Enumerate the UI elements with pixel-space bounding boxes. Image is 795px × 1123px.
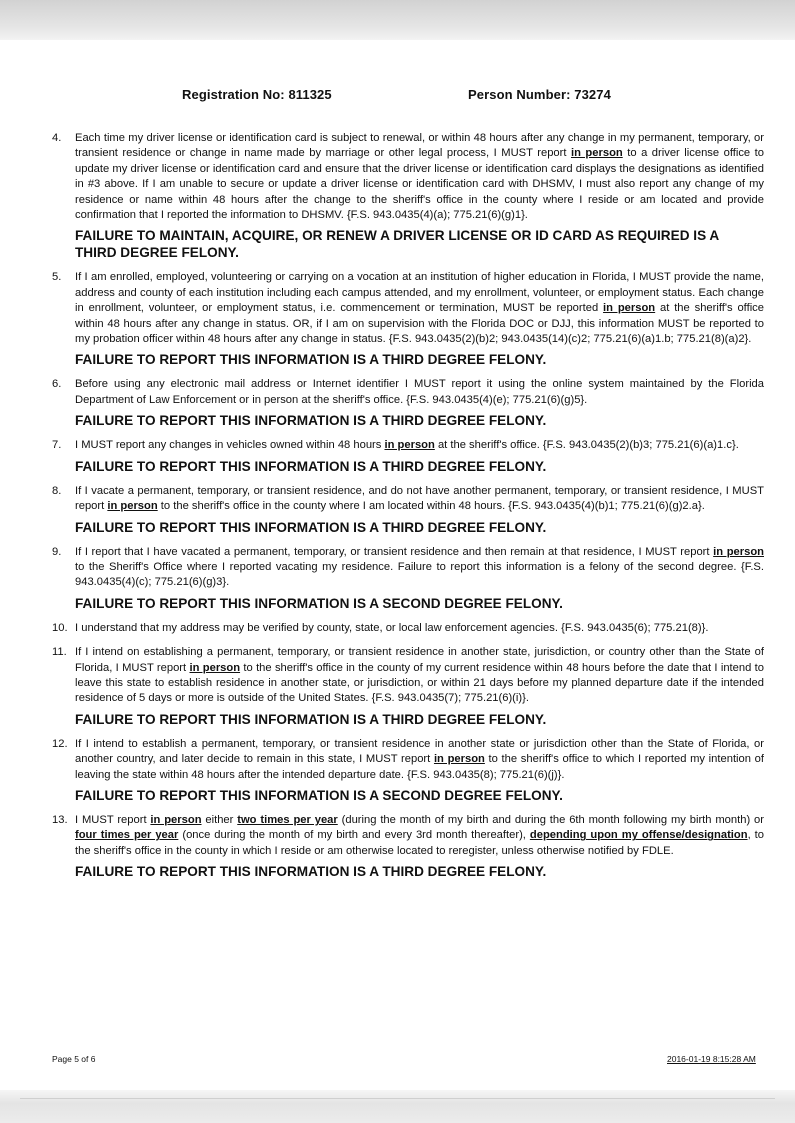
list-item xyxy=(52,131,764,261)
text-part: at the sheriff's office. {F.S. 943.0435(2)(b)3; 775.21(6)(a)1.c}. xyxy=(434,439,739,452)
item-text xyxy=(75,545,764,591)
emphasis: in person xyxy=(384,439,435,452)
text-part: Each time my driver license or identification card is subject to renewal, or within 48 hours after any change in my permanent, temporary, or transient residence or change in name made by marriage or other legal process, I MUST report xyxy=(75,132,764,160)
registration-value: 811325 xyxy=(288,87,332,102)
text-part: , to the sheriff's office in the county in which I reside or am otherwise located to reregister, unless otherwise notified by FDLE. xyxy=(75,829,764,857)
list-item xyxy=(52,270,764,368)
item-text xyxy=(75,438,764,453)
text-part: (during the month of my birth and during the 6th month following my birth month) or xyxy=(337,813,764,826)
item-text xyxy=(75,131,764,223)
felony-warning: FAILURE TO REPORT THIS INFORMATION IS A THIRD DEGREE FELONY. xyxy=(75,458,547,474)
item-number: 10. xyxy=(52,621,68,634)
felony-warning: FAILURE TO REPORT THIS INFORMATION IS A SECOND DEGREE FELONY. xyxy=(75,595,563,611)
text-part: Before using any electronic mail address or Internet identifier I MUST report it using the online system maintained by the Florida Department of Law Enforcement or in person at the sheriff's office. {F.S. 943.0435(4)(e); 775.21(6)(g)5}. xyxy=(75,378,764,406)
list-item xyxy=(52,545,764,612)
list-item xyxy=(52,438,764,474)
page-number: Page 5 of 6 xyxy=(52,1054,96,1064)
item-number: 6. xyxy=(52,378,62,391)
item-text xyxy=(75,737,764,783)
emphasis: depending upon my offense/designation xyxy=(529,829,748,842)
text-part: If I am enrolled, employed, volunteering or carrying on a vocation at an institution of higher education in Florida, I MUST provide the name, address and county of each institution including each campus attended, and my enrollment, volunteer, or employment status. Each change in enrollment, volunteer, or employment status, i.e. commencement or termination, MUST be reported xyxy=(75,271,764,315)
text-part: I MUST report xyxy=(75,813,151,826)
text-part: If I vacate a permanent, temporary, or transient residence, and do not have another permanent, temporary, or transient residence, I MUST report xyxy=(75,484,764,513)
text-part: I MUST report any changes in vehicles owned within 48 hours xyxy=(75,439,385,452)
requirements-list xyxy=(52,131,764,889)
item-text xyxy=(75,377,764,408)
emphasis: in person xyxy=(603,302,656,315)
text-part: If I intend to establish a permanent, temporary, or transient residence in another state or jurisdiction other than the State of Florida, or another country, and later decide to remain in this state, I MUST report xyxy=(75,737,764,766)
text-part: to the Sheriff's Office where I reported vacating my residence. Failure to report this information is a felony of the second degree. {F.S. 943.0435(4)(c); 775.21(6)(g)3}. xyxy=(75,560,764,589)
text-part: at the sheriff's office within 48 hours after any change in status. OR, if I am on supervision with the Florida DOC or DJJ, this information MUST be reported to my probation officer within 48 hours after any change in status. {F.S. 943.0435(2)(b)2; 943.0435(14)(c)2; 775.21(6)(a)1.b; 775.21(8)(a)2}. xyxy=(75,302,764,346)
text-part: If I intend on establishing a permanent, temporary, or transient residence in another state, jurisdiction, or country other than the State of Florida, I MUST report xyxy=(75,646,764,674)
scan-top-border xyxy=(0,0,795,40)
item-text xyxy=(75,621,764,636)
felony-warning: FAILURE TO REPORT THIS INFORMATION IS A THIRD DEGREE FELONY. xyxy=(75,413,547,429)
text-part: to the sheriff's office in the county where I am located within 48 hours. {F.S. 943.0435(4)(b)1; 775.21(6)(g)2.a}. xyxy=(157,500,705,513)
text-part: to a driver license office to update my driver license or identification card and ensure that the driver license or identification card displays the designations as identified in #3 above. If I am unable to secure or update a driver license or identification card with DHSMV, I must also report any change of my residence or name within 48 hours after the change to the sheriff's office in the county where I reside or am located and provide confirmation that I reported the information to DHSMV. {F.S. 943.0435(4)(a); 775.21(6)(g)1}. xyxy=(75,147,764,222)
item-number: 5. xyxy=(52,271,62,284)
emphasis: in person xyxy=(189,661,241,674)
text-part: to the sheriff's office in the county of my current residence within 48 hours before the date that I intend to leave this state to establish residence in another state, or jurisdiction, or within 21 days before my planned departure date if the intended residence of 5 days or more is outside of the United States. {F.S. 943.0435(7); 775.21(6)(i)}. xyxy=(75,661,764,705)
list-item xyxy=(52,813,764,880)
felony-warning: FAILURE TO REPORT THIS INFORMATION IS A SECOND DEGREE FELONY. xyxy=(75,787,563,803)
item-number: 8. xyxy=(52,484,62,497)
felony-warning: FAILURE TO REPORT THIS INFORMATION IS A THIRD DEGREE FELONY. xyxy=(75,519,547,535)
registration-label: Registration No: xyxy=(182,87,285,102)
item-number: 4. xyxy=(52,132,62,144)
item-number: 13. xyxy=(52,813,68,826)
item-number: 9. xyxy=(52,545,62,558)
person-value: 73274 xyxy=(574,87,611,102)
emphasis: two times per year xyxy=(237,813,338,826)
list-item xyxy=(52,377,764,429)
text-part: I understand that my address may be verified by county, state, or local law enforcement agencies. {F.S. 943.0435(6); 775.21(8)}. xyxy=(75,621,709,634)
scan-bottom-border xyxy=(0,1090,795,1123)
person-number xyxy=(468,87,611,102)
item-text xyxy=(75,813,764,859)
item-number: 11. xyxy=(52,646,67,659)
emphasis: in person xyxy=(150,813,202,826)
list-item xyxy=(52,645,764,728)
item-text xyxy=(75,270,764,347)
item-number: 12. xyxy=(52,737,68,750)
felony-warning: FAILURE TO MAINTAIN, ACQUIRE, OR RENEW A DRIVER LICENSE OR ID CARD AS REQUIRED IS A THIRD DEGREE FELONY. xyxy=(75,228,719,261)
timestamp: 2016-01-19 8:15:28 AM xyxy=(667,1054,756,1064)
emphasis: in person xyxy=(713,545,764,558)
felony-warning: FAILURE TO REPORT THIS INFORMATION IS A THIRD DEGREE FELONY. xyxy=(75,864,547,880)
felony-warning: FAILURE TO REPORT THIS INFORMATION IS A THIRD DEGREE FELONY. xyxy=(75,352,547,368)
emphasis: in person xyxy=(107,500,158,513)
item-text xyxy=(75,484,764,515)
registration-number xyxy=(182,87,332,102)
item-number: 7. xyxy=(52,439,62,452)
text-part: to the sheriff's office to which I reported my intention of leaving the state within 48 hours after the intended departure date. {F.S. 943.0435(8); 775.21(6)(j)}. xyxy=(75,753,764,781)
text-part: either xyxy=(201,813,238,826)
emphasis: in person xyxy=(570,147,623,160)
text-part: (once during the month of my birth and every 3rd month thereafter), xyxy=(178,829,530,842)
list-item xyxy=(52,737,764,804)
item-text xyxy=(75,645,764,707)
felony-warning: FAILURE TO REPORT THIS INFORMATION IS A THIRD DEGREE FELONY. xyxy=(75,711,547,727)
emphasis: four times per year xyxy=(75,829,179,842)
list-item xyxy=(52,621,764,636)
person-label: Person Number: xyxy=(468,87,571,102)
emphasis: in person xyxy=(433,753,485,766)
list-item xyxy=(52,484,764,536)
text-part: If I report that I have vacated a permanent, temporary, or transient residence and then remain at that residence, I MUST report xyxy=(75,545,714,558)
